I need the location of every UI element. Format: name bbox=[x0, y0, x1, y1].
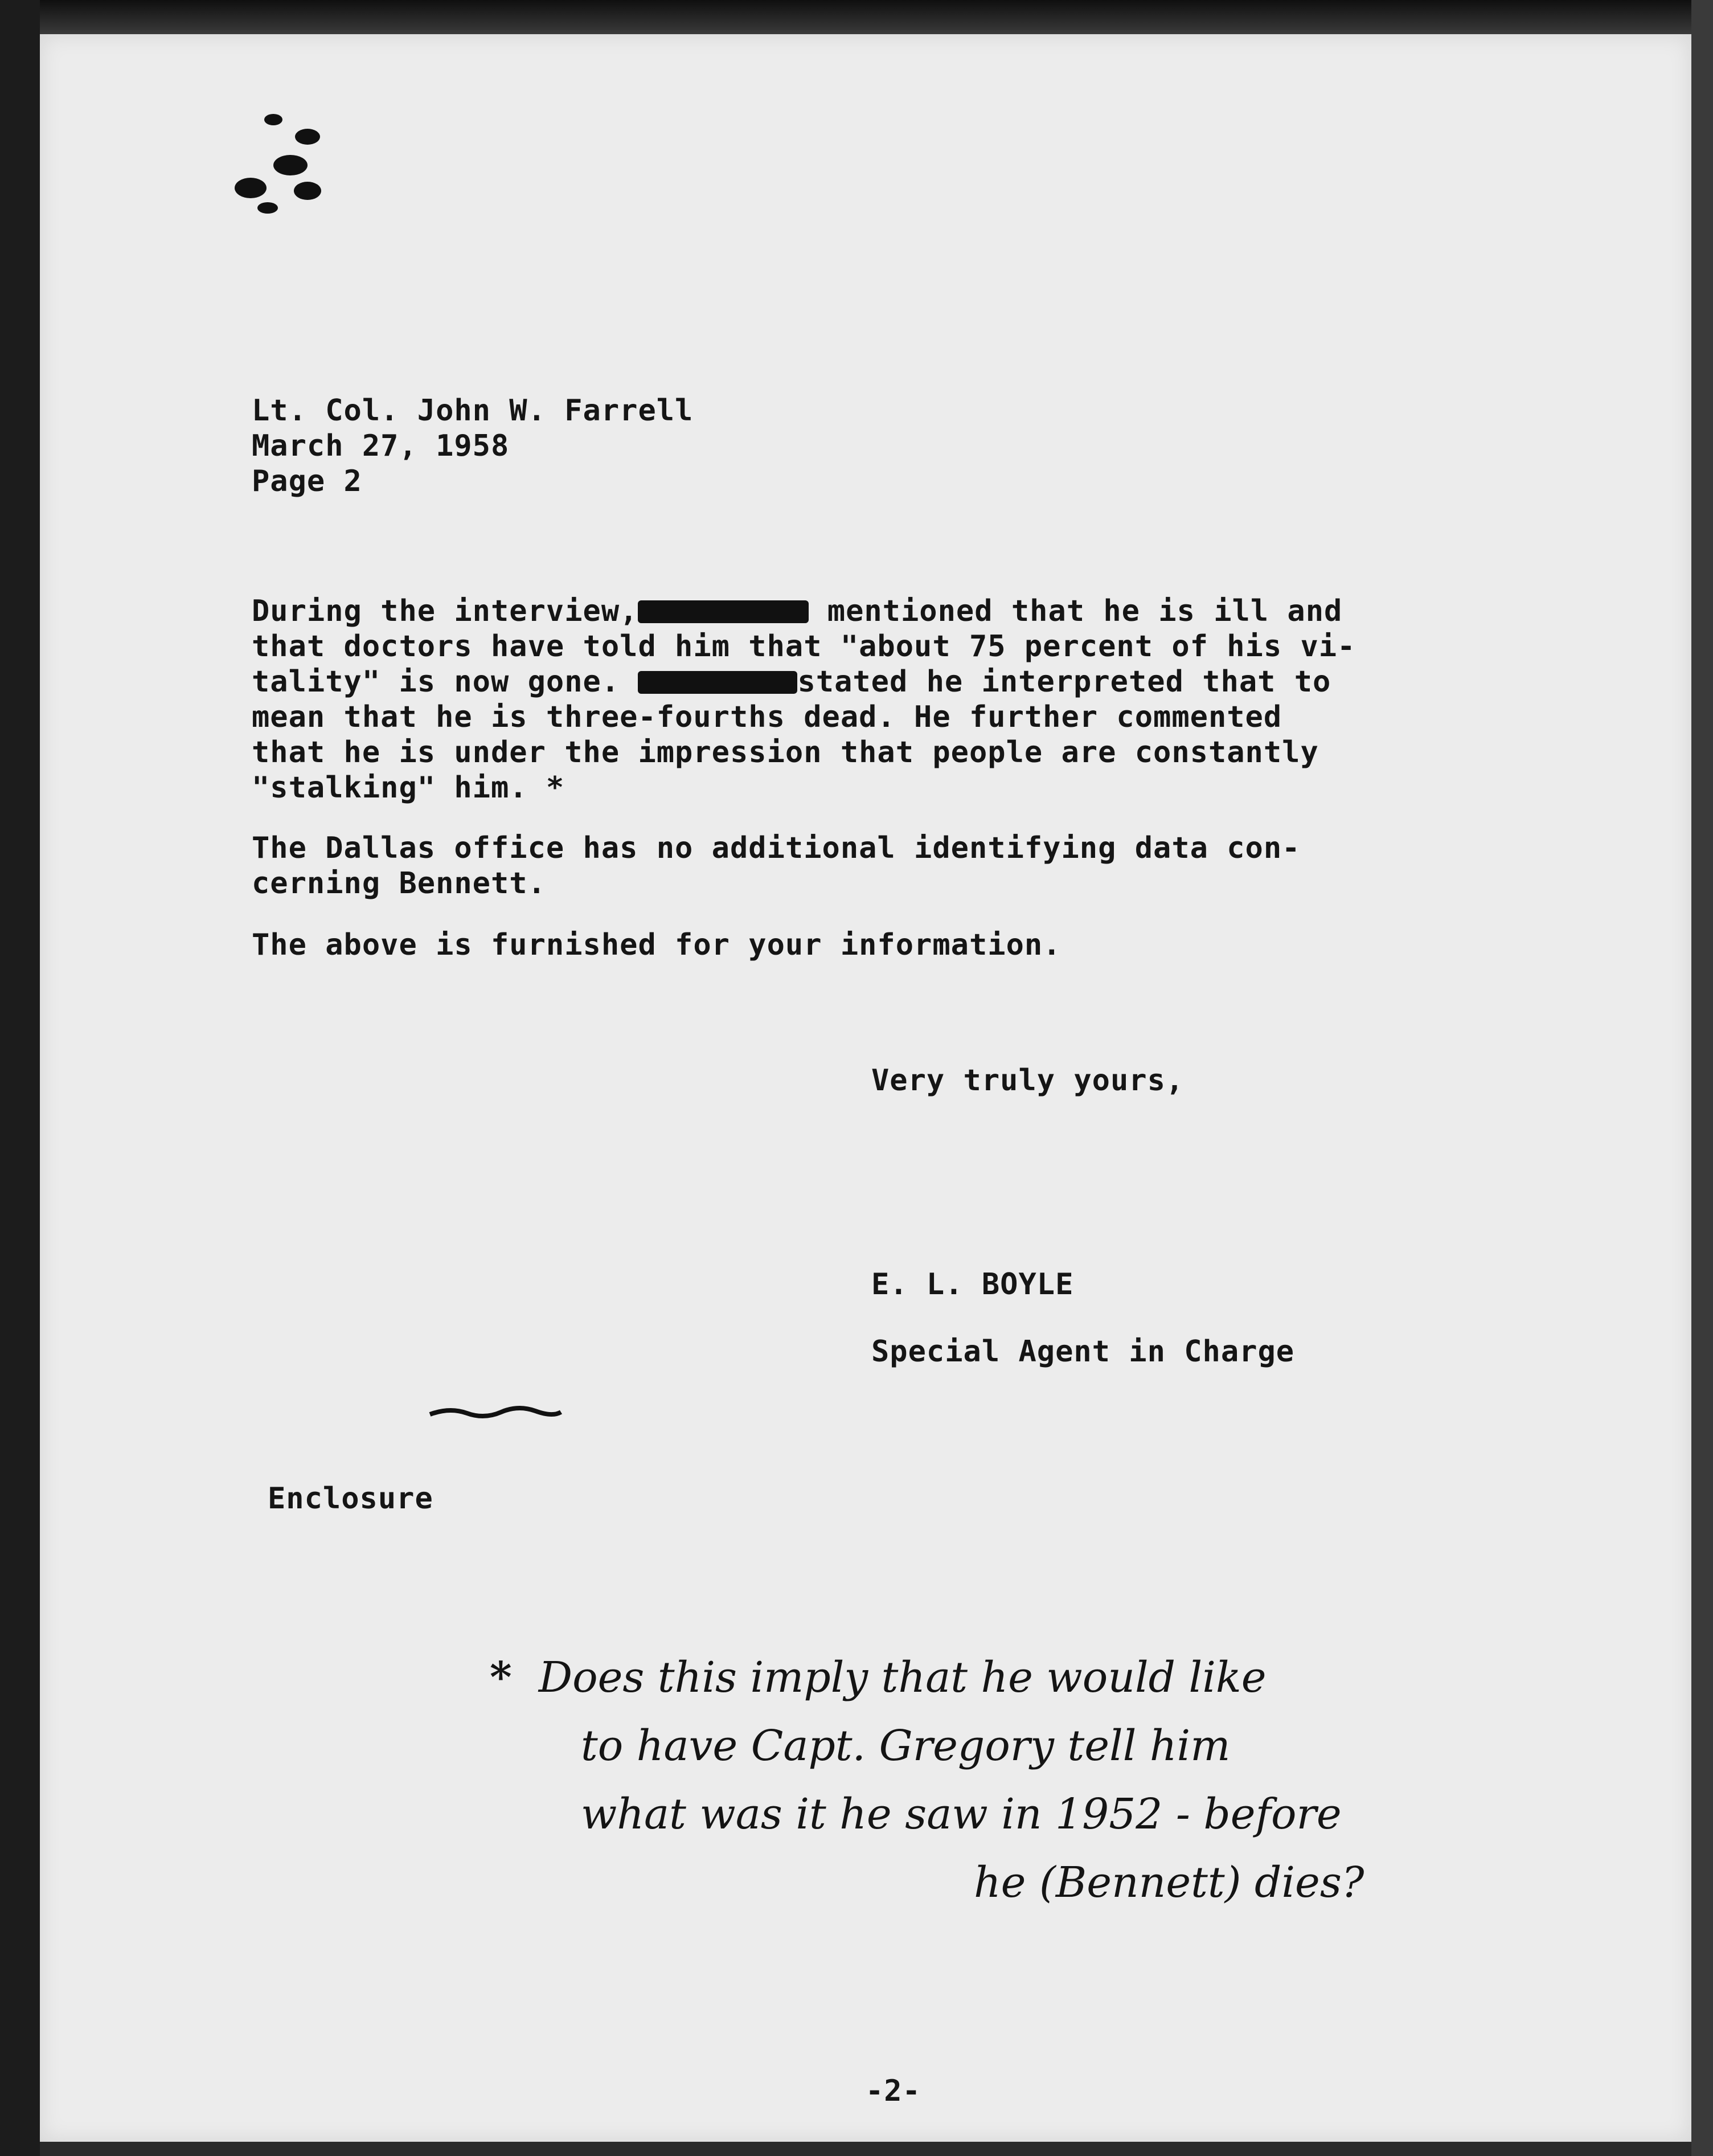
paragraph-2-line-1: The Dallas office has no additional identifying data con- bbox=[252, 831, 1301, 865]
paragraph-1-line-4: mean that he is three-fourths dead. He further commented bbox=[252, 700, 1282, 734]
paragraph-1-line-2: that doctors have told him that "about 75 percent of his vi- bbox=[252, 629, 1356, 664]
signer-name: E. L. BOYLE bbox=[871, 1267, 1074, 1302]
salutation: Very truly yours, bbox=[871, 1063, 1185, 1098]
date-line: March 27, 1958 bbox=[252, 429, 510, 463]
scan-right-edge bbox=[1691, 0, 1713, 2156]
scan-top-edge bbox=[0, 0, 1713, 34]
addressee-line: Lt. Col. John W. Farrell bbox=[252, 394, 694, 428]
handwritten-note-line-4: he (Bennett) dies? bbox=[974, 1858, 1364, 1907]
scan-left-edge bbox=[0, 0, 40, 2156]
redaction-bar bbox=[638, 671, 797, 694]
document-page bbox=[40, 34, 1691, 2142]
enclosure-label: Enclosure bbox=[268, 1482, 433, 1516]
signer-title: Special Agent in Charge bbox=[871, 1335, 1295, 1369]
paragraph-2-line-2: cerning Bennett. bbox=[252, 866, 546, 901]
paragraph-3: The above is furnished for your information. bbox=[252, 928, 1062, 962]
paragraph-1-line-6: "stalking" him. * bbox=[252, 771, 565, 805]
ink-blot-icon bbox=[228, 97, 359, 228]
redaction-bar bbox=[638, 600, 809, 623]
page-number: -2- bbox=[866, 2074, 921, 2108]
handwritten-note-line-1: * Does this imply that he would like bbox=[490, 1653, 1267, 1702]
handwritten-note-line-2: to have Capt. Gregory tell him bbox=[581, 1721, 1231, 1770]
page-label: Page 2 bbox=[252, 464, 362, 498]
handwritten-note-line-3: what was it he saw in 1952 - before bbox=[581, 1790, 1342, 1839]
paragraph-1-line-5: that he is under the impression that people are constantly bbox=[252, 735, 1319, 770]
paragraph-1-line-1: During the interview, mentioned that he is ill and bbox=[252, 594, 1343, 628]
redaction-scribble-icon bbox=[427, 1404, 564, 1421]
paragraph-1-line-3: tality" is now gone. stated he interpreted that to bbox=[252, 665, 1331, 699]
